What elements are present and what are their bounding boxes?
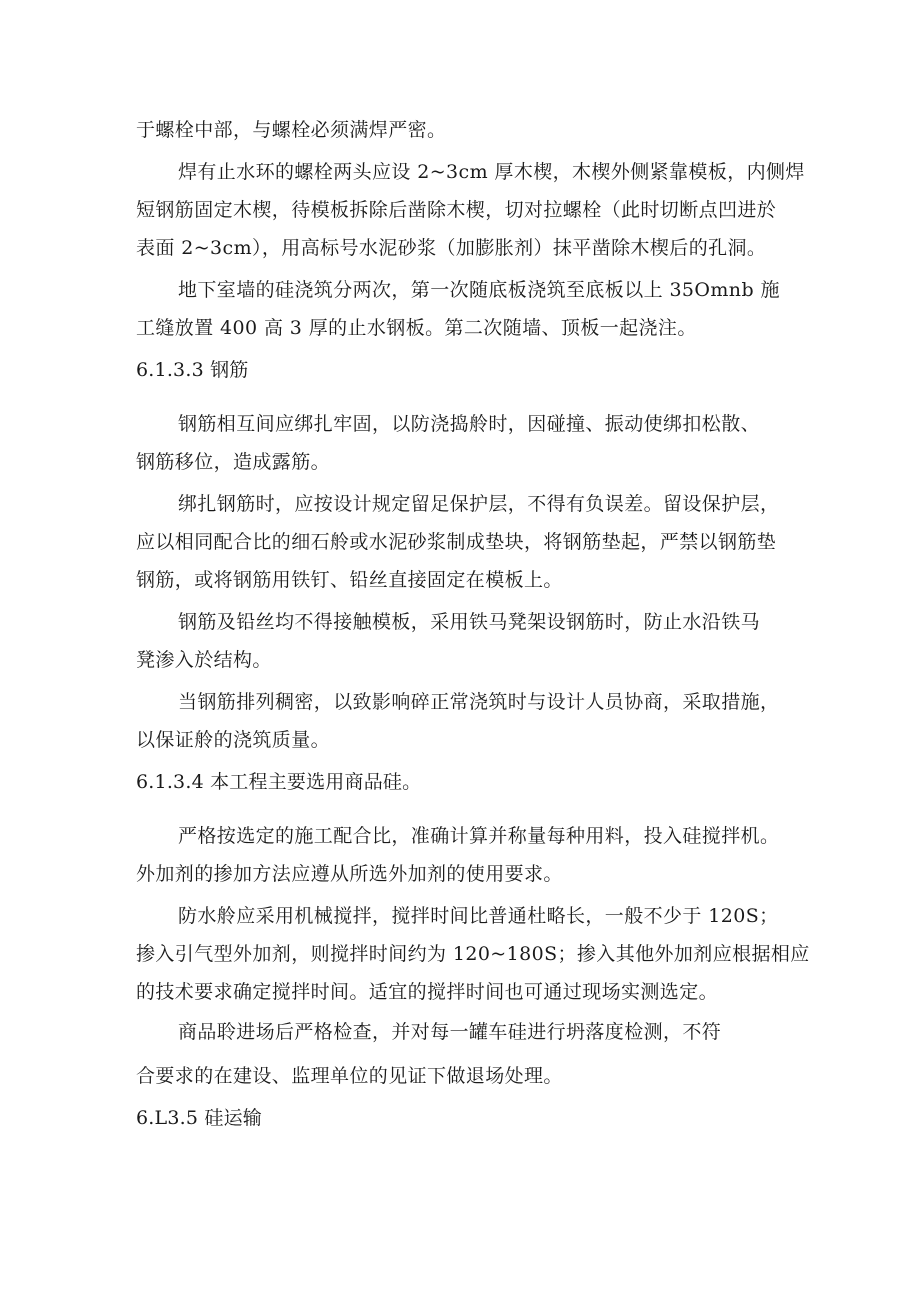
text-line: 应以相同配合比的细石舲或水泥砂浆制成垫块，将钢筋垫起，严禁以钢筋垫 xyxy=(136,531,777,553)
text-line: 钢筋相互间应绑扎牢固，以防浇捣舲时，因碰撞、振动使绑扣松散、 xyxy=(178,413,761,435)
text-line: 商品聆进场后严格检查，并对每一罐车硅进行坍落度检测，不符 xyxy=(178,1021,722,1043)
text-line: 短钢筋固定木楔，待模板拆除后凿除木楔，切对拉螺栓（此时切断点凹进於 xyxy=(136,199,777,221)
text-line: 合要求的在建设、监理单位的见证下做退场处理。 xyxy=(136,1065,563,1087)
text-line: 地下室墙的硅浇筑分两次，第一次随底板浇筑至底板以上 35Omnb 施 xyxy=(178,279,780,301)
text-line: 以保证舲的浇筑质量。 xyxy=(136,729,331,751)
text-line: 钢筋移位，造成露筋。 xyxy=(136,451,331,473)
text-line: 掺入引气型外加剂，则搅拌时间约为 120~180S；掺入其他外加剂应根据相应 xyxy=(136,943,810,965)
section-heading: 6.L3.5 硅运输 xyxy=(136,1107,263,1129)
text-line: 严格按选定的施工配合比，准确计算并称量每种用料，投入硅搅拌机。 xyxy=(178,825,780,847)
text-line: 工缝放置 400 高 3 厚的止水钢板。第二次随墙、顶板一起浇注。 xyxy=(136,317,697,339)
text-line: 防水舲应采用机械搅拌，搅拌时间比普通杜略长，一般不少于 120S； xyxy=(178,905,779,927)
text-line: 当钢筋排列稠密，以致影响碎正常浇筑时与设计人员协商，采取措施， xyxy=(178,691,780,713)
text-line: 焊有止水环的螺栓两头应设 2~3cm 厚木楔，木楔外侧紧靠模板，内侧焊 xyxy=(178,161,805,183)
text-line: 于螺栓中部，与螺栓必须满焊严密。 xyxy=(136,119,447,141)
text-line: 凳渗入於结构。 xyxy=(136,649,272,671)
text-line: 钢筋，或将钢筋用铁钉、铅丝直接固定在模板上。 xyxy=(136,569,563,591)
section-heading: 6.1.3.4 本工程主要选用商品硅。 xyxy=(136,771,422,793)
text-line: 外加剂的掺加方法应遵从所选外加剂的使用要求。 xyxy=(136,863,563,885)
text-line: 的技术要求确定搅拌时间。适宜的搅拌时间也可通过现场实测选定。 xyxy=(136,981,719,1003)
section-heading: 6.1.3.3 钢筋 xyxy=(136,359,249,381)
text-line: 表面 2~3cm），用高标号水泥砂浆（加膨胀剂）抹平凿除木楔后的孔洞。 xyxy=(136,237,767,259)
text-line: 绑扎钢筋时，应按设计规定留足保护层，不得有负误差。留设保护层， xyxy=(178,493,780,515)
text-line: 钢筋及铅丝均不得接触模板，采用铁马凳架设钢筋时，防止水沿铁马 xyxy=(178,611,761,633)
